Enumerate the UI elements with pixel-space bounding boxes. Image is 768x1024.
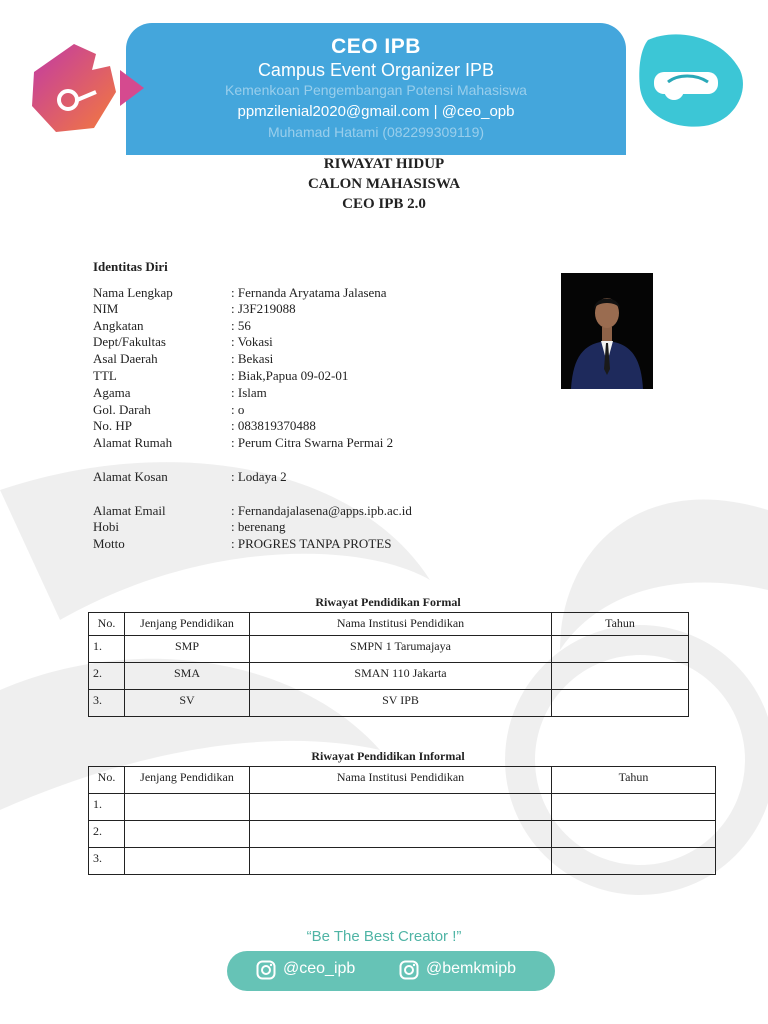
doc-title-line1: RIWAYAT HIDUP [323,156,445,172]
identity-section-label: Identitas Diri [93,259,168,274]
field-nim: NIM : J3F219088 [93,301,296,316]
field-motto: Motto : PROGRES TANPA PROTES [93,536,392,551]
col-header-no: No. [89,613,125,636]
cell-tahun [552,663,689,690]
footer-handle-ceo-ipb[interactable]: @ceo_ipb [283,960,356,977]
field-angkatan: Angkatan : 56 [93,318,251,333]
cell-institusi: SMAN 110 Jakarta [250,663,552,690]
cell-jenjang [125,848,250,875]
person-silhouette-icon [561,273,653,389]
col-header-jenjang: Jenjang Pendidikan [125,767,250,794]
field-gol-darah: Gol. Darah : o [93,402,245,417]
cell-tahun [552,636,689,663]
header-person: Muhamad Hatami (082299309119) [267,124,485,140]
footer-handle-bemkmipb[interactable]: @bemkmipb [426,960,517,977]
field-alamat-email: Alamat Email : Fernandajalasena@apps.ipb.ac.id [93,503,412,518]
header-title: CEO IPB [331,35,421,58]
field-hobi: Hobi : berenang [93,519,286,534]
cell-tahun [552,848,716,875]
cell-institusi [250,848,552,875]
field-agama: Agama : Islam [93,385,267,400]
col-header-institusi: Nama Institusi Pendidikan [250,767,552,794]
cell-jenjang [125,794,250,821]
cell-jenjang [125,821,250,848]
cell-institusi [250,794,552,821]
col-header-tahun: Tahun [552,767,716,794]
cell-no: 2. [89,663,125,690]
profile-photo [561,273,653,389]
header-ministry: Kemenkoan Pengembangan Potensi Mahasiswa [225,82,527,98]
col-header-tahun: Tahun [552,613,689,636]
informal-table-caption: Riwayat Pendidikan Informal [311,749,465,763]
doc-title-line3: CEO IPB 2.0 [342,196,426,212]
table-row [89,663,689,690]
doc-title-line2: CALON MAHASISWA [307,176,461,192]
cell-institusi [250,821,552,848]
footer-slogan: “Be The Best Creator !” [306,928,462,945]
table-row [89,821,716,848]
instagram-icon [256,960,276,980]
col-header-jenjang: Jenjang Pendidikan [125,613,250,636]
left-logo-icon [24,32,146,136]
field-alamat-kosan: Alamat Kosan : Lodaya 2 [93,469,287,484]
field-dept-fakultas: Dept/Fakultas : Vokasi [93,334,273,349]
formal-education-table [88,612,689,717]
table-row [89,690,689,717]
cell-no: 3. [89,848,125,875]
cell-tahun [552,690,689,717]
cell-jenjang: SMP [125,636,250,663]
cell-tahun [552,794,716,821]
cell-tahun [552,821,716,848]
formal-table-caption: Riwayat Pendidikan Formal [315,595,461,609]
header-subtitle: Campus Event Organizer IPB [257,60,495,80]
cell-jenjang: SMA [125,663,250,690]
field-no-hp: No. HP : 083819370488 [93,418,316,433]
header-contact: ppmzilenial2020@gmail.com | @ceo_opb [237,103,515,120]
col-header-institusi: Nama Institusi Pendidikan [250,613,552,636]
field-nama-lengkap: Nama Lengkap : Fernanda Aryatama Jalasena [93,285,387,300]
table-header-row [89,613,689,636]
field-alamat-rumah: Alamat Rumah : Perum Citra Swarna Permai 2 [93,435,394,450]
cell-institusi: SMPN 1 Tarumajaya [250,636,552,663]
col-header-no: No. [89,767,125,794]
cell-jenjang: SV [125,690,250,717]
table-row [89,848,716,875]
field-ttl: TTL : Biak,Papua 09-02-01 [93,368,349,383]
right-logo-icon [634,30,746,130]
informal-education-table [88,766,716,875]
table-row [89,794,716,821]
cell-no: 1. [89,794,125,821]
field-asal-daerah: Asal Daerah : Bekasi [93,351,274,366]
instagram-icon [399,960,419,980]
table-header-row [89,767,716,794]
cell-no: 1. [89,636,125,663]
cell-no: 3. [89,690,125,717]
cell-institusi: SV IPB [250,690,552,717]
cell-no: 2. [89,821,125,848]
table-row [89,636,689,663]
